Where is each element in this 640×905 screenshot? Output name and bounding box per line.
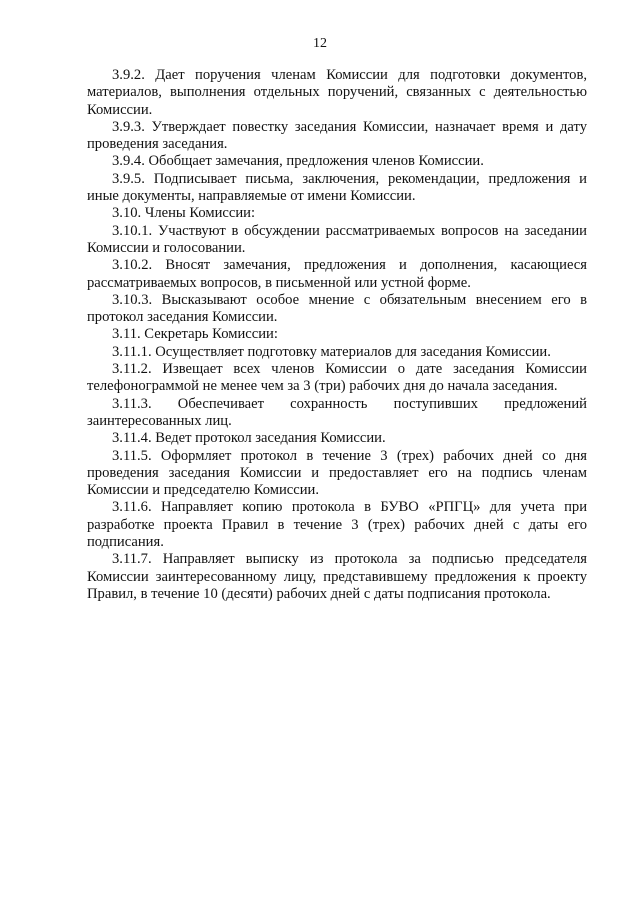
paragraph-3-9-3: 3.9.3. Утверждает повестку заседания Комиссии, назначает время и дату проведения заседания. [87,118,587,153]
word: Обеспечивает [177,395,264,412]
paragraph-3-10-3: 3.10.3. Высказывают особое мнение с обязательным внесением его в протокол заседания Комиссии. [87,291,587,326]
paragraph-3-11-7: 3.11.7. Направляет выписку из протокола за подписью председателя Комиссии заинтересованному лицу, представившему предложения к проекту Правил, в течение 10 (десяти) рабочих дней с даты подписания протокола. [87,551,587,602]
page-number: 12 [313,36,327,51]
paragraph-3-11-1: 3.11.1. Осуществляет подготовку материалов для заседания Комиссии. [112,343,551,360]
word: поступивших [393,395,478,412]
paragraph-3-11-3-first-line [87,396,587,413]
word: сохранность [290,395,368,412]
heading-3-11: 3.11. Секретарь Комиссии: [112,326,278,343]
paragraph-3-9-5: 3.9.5. Подписывает письма, заключения, рекомендации, предложения и иные документы, направляемые от имени Комиссии. [87,170,587,205]
paragraph-3-11-2: 3.11.2. Извещает всех членов Комиссии о дате заседания Комиссии телефонограммой не менее чем за 3 (три) рабочих дня до начала заседания. [87,361,587,395]
paragraph-3-11-5: 3.11.5. Оформляет протокол в течение 3 (трех) рабочих дней со дня проведения заседания Комиссии и предоставляет его на подпись членам Комиссии и председателю Комиссии. [87,447,587,499]
word: предложений [504,395,587,412]
paragraph-3-11-3 [87,396,587,431]
heading-3-10: 3.10. Члены Комиссии: [112,205,256,222]
paragraph-3-11-3-continuation: заинтересованных лиц. [87,412,232,429]
paragraph-3-10-1: 3.10.1. Участвуют в обсуждении рассматриваемых вопросов на заседании Комиссии и голосовании. [87,222,587,256]
paragraph-3-11-4: 3.11.4. Ведет протокол заседания Комиссии. [112,430,386,447]
paragraph-3-9-2: 3.9.2. Дает поручения членам Комиссии для подготовки документов, материалов, выполнения отдельных поручений, связанных с деятельностью Комиссии. [87,67,587,118]
word: 3.11.3. [112,395,152,412]
document-body [87,67,587,603]
paragraph-3-11-6: 3.11.6. Направляет копию протокола в БУВО «РПГЦ» для учета при разработке проекта Правил в течение 3 (трех) рабочих дней с даты его подписания. [87,499,587,551]
paragraph-3-9-4: 3.9.4. Обобщает замечания, предложения членов Комиссии. [112,153,484,170]
paragraph-3-10-2: 3.10.2. Вносят замечания, предложения и дополнения, касающиеся рассматриваемых вопросов, в письменной или устной форме. [87,257,587,291]
